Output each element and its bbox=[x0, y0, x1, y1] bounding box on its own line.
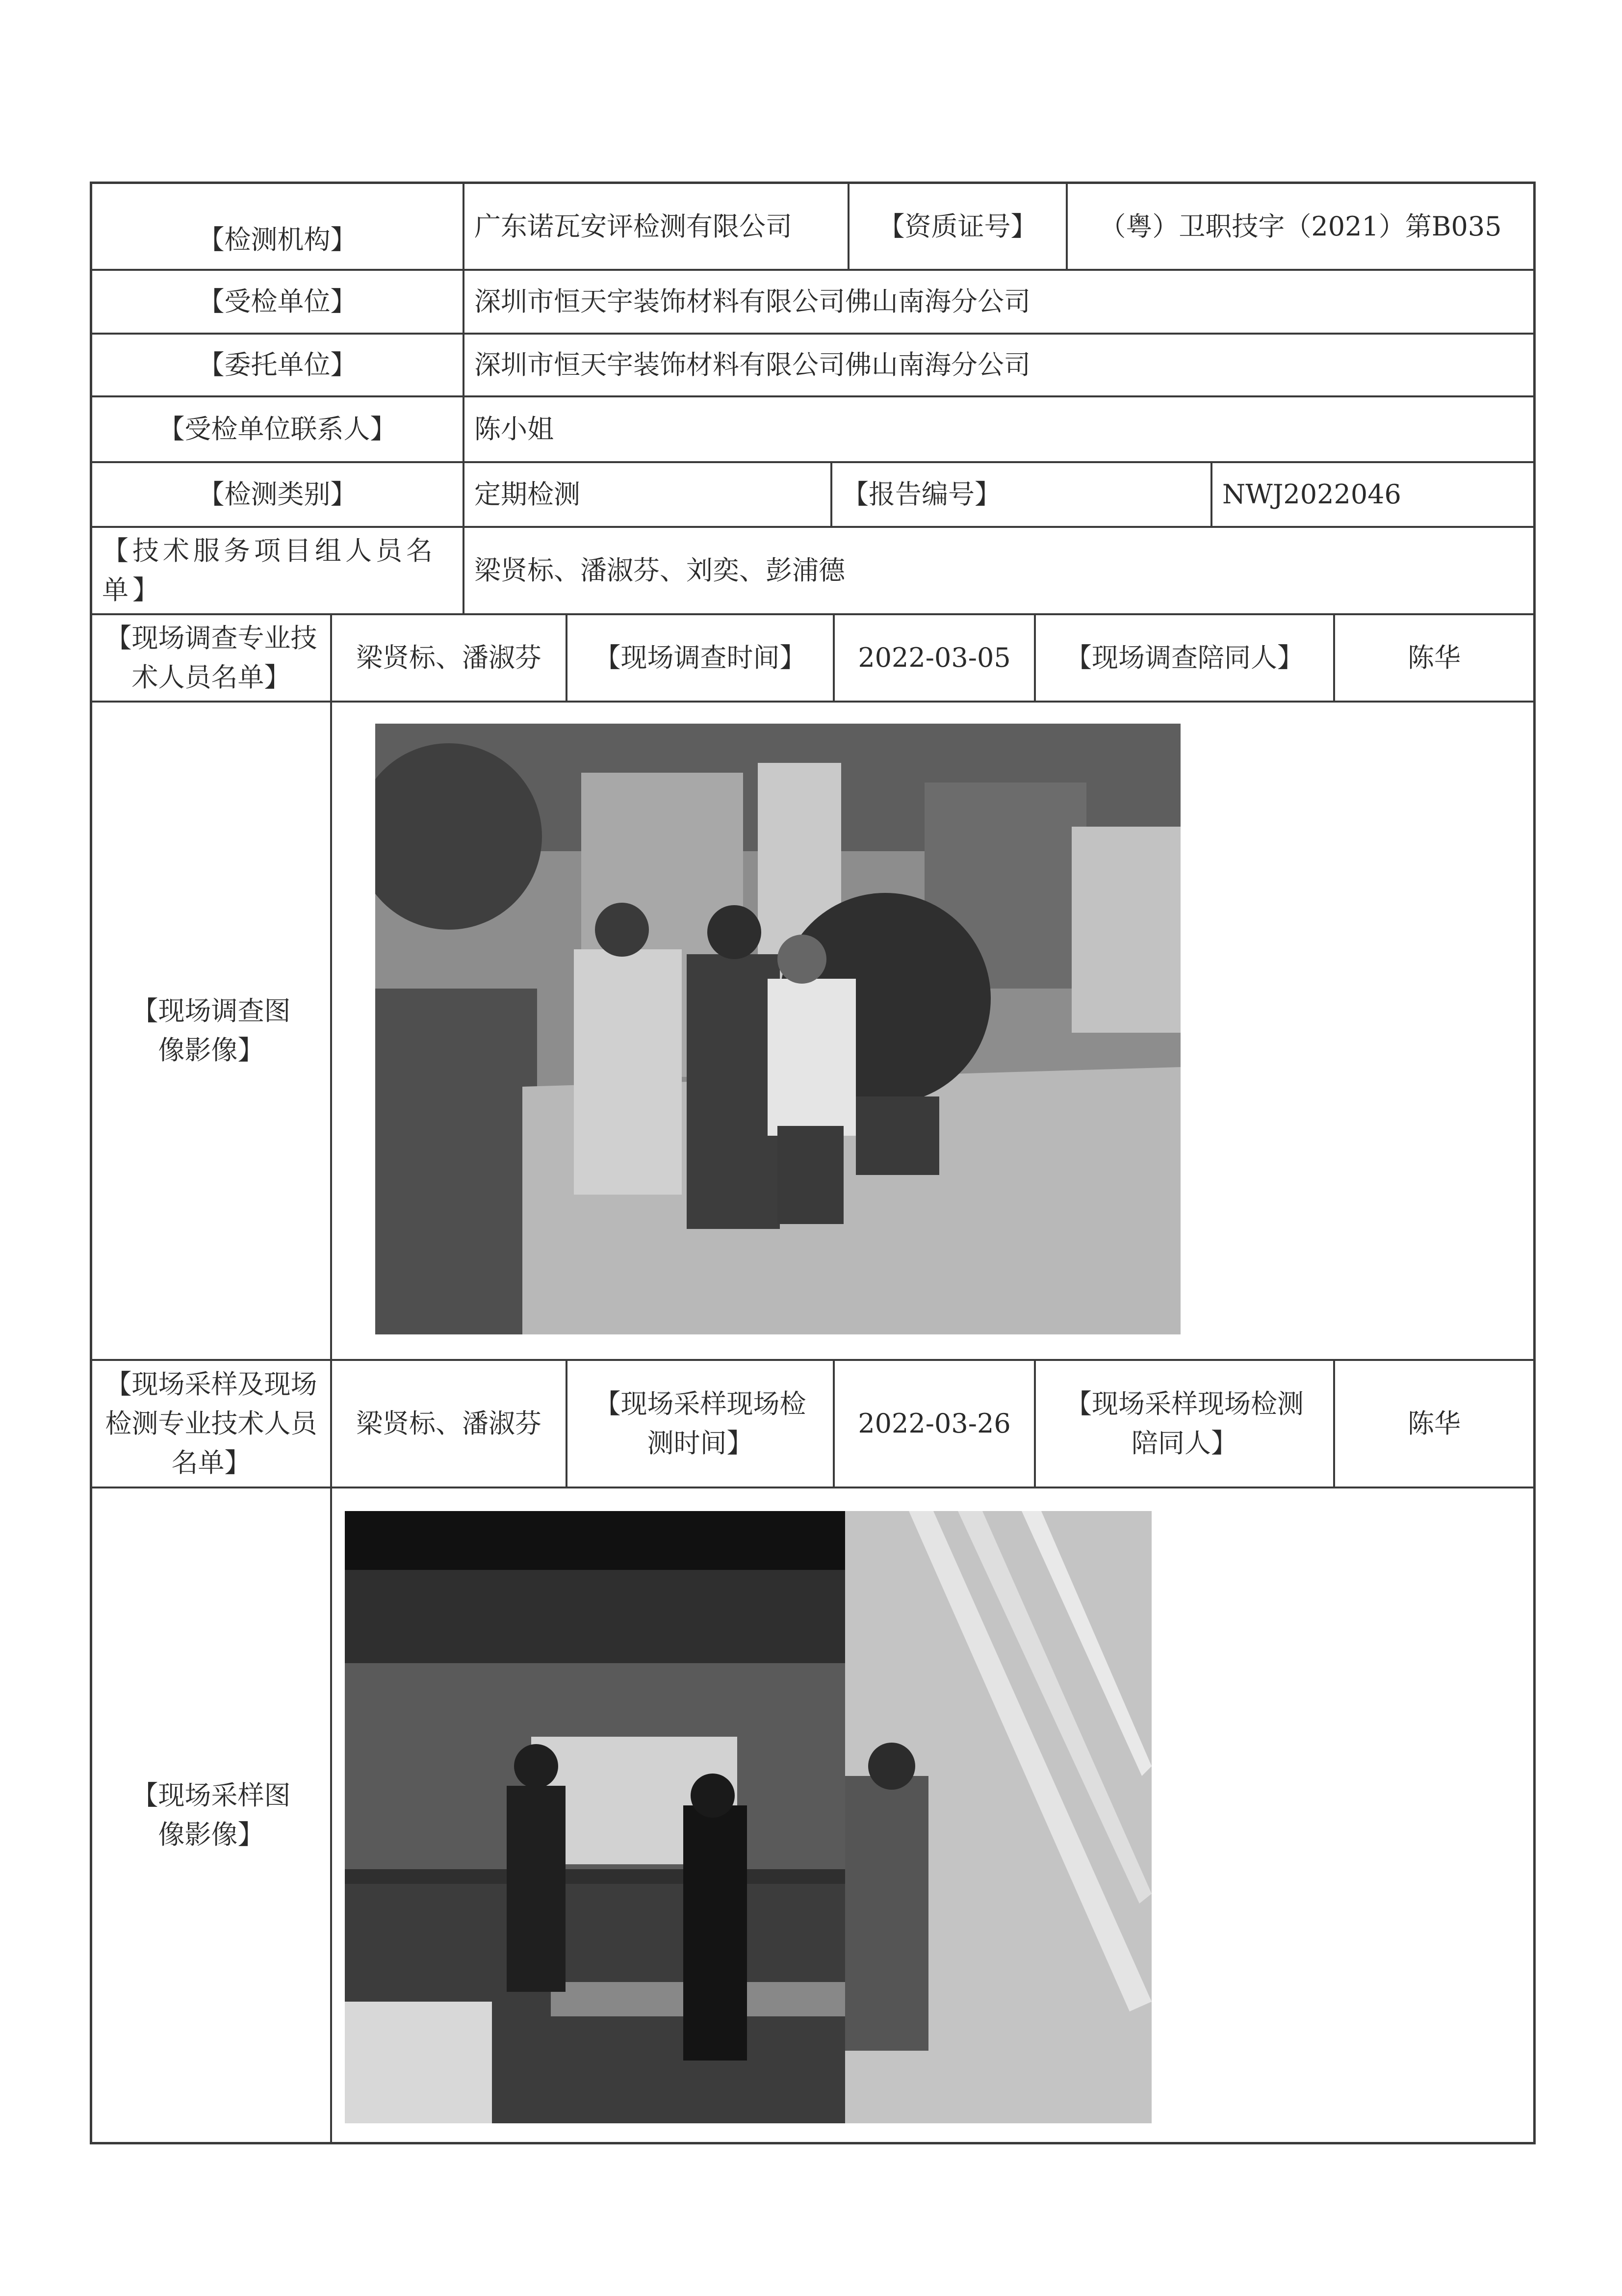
survey-companion-value: 陈华 bbox=[1408, 642, 1461, 673]
sampling-staff-label: 【现场采样及现场检测专业技术人员名单】 bbox=[105, 1369, 317, 1478]
sampling-photo bbox=[345, 1511, 1152, 2123]
inspected-unit-label: 【受检单位】 bbox=[198, 286, 357, 317]
survey-staff-label: 【现场调查专业技术人员名单】 bbox=[105, 623, 317, 693]
report-no-value: NWJ2022046 bbox=[1222, 479, 1401, 510]
sampling-time-label: 【现场采样现场检测时间】 bbox=[594, 1388, 806, 1459]
sampling-image-label: 【现场采样图像影像】 bbox=[131, 1780, 291, 1850]
client-unit-value: 深圳市恒天宇装饰材料有限公司佛山南海分公司 bbox=[474, 349, 1030, 380]
qualification-label: 【资质证号】 bbox=[878, 210, 1037, 242]
survey-photo bbox=[375, 724, 1181, 1334]
inspection-org-value: 广东诺瓦安评检测有限公司 bbox=[474, 210, 792, 242]
survey-time-value: 2022-03-05 bbox=[858, 642, 1011, 673]
survey-image-label: 【现场调查图像影像】 bbox=[131, 995, 291, 1066]
category-value: 定期检测 bbox=[474, 479, 580, 510]
category-label: 【检测类别】 bbox=[198, 479, 357, 510]
inspection-org-label: 【检测机构】 bbox=[198, 224, 357, 255]
sampling-companion-label: 【现场采样现场检测陪同人】 bbox=[1065, 1388, 1304, 1459]
survey-companion-label: 【现场调查陪同人】 bbox=[1065, 642, 1304, 673]
report-no-label: 【报告编号】 bbox=[842, 479, 1001, 510]
survey-staff-value: 梁贤标、潘淑芬 bbox=[356, 642, 541, 673]
team-value: 梁贤标、潘淑芬、刘奕、彭浦德 bbox=[474, 555, 845, 586]
qualification-value: （粤）卫职技字（2021）第B035 bbox=[1099, 210, 1502, 242]
inspected-unit-value: 深圳市恒天宇装饰材料有限公司佛山南海分公司 bbox=[474, 286, 1030, 317]
contact-label: 【受检单位联系人】 bbox=[158, 414, 397, 444]
team-label: 【技术服务项目组人员名单】 bbox=[102, 535, 437, 605]
client-unit-label: 【委托单位】 bbox=[198, 349, 357, 380]
survey-time-label: 【现场调查时间】 bbox=[594, 642, 806, 673]
sampling-time-value: 2022-03-26 bbox=[858, 1408, 1011, 1439]
contact-value: 陈小姐 bbox=[474, 414, 554, 444]
sampling-staff-value: 梁贤标、潘淑芬 bbox=[356, 1408, 541, 1439]
sampling-companion-value: 陈华 bbox=[1408, 1408, 1461, 1439]
